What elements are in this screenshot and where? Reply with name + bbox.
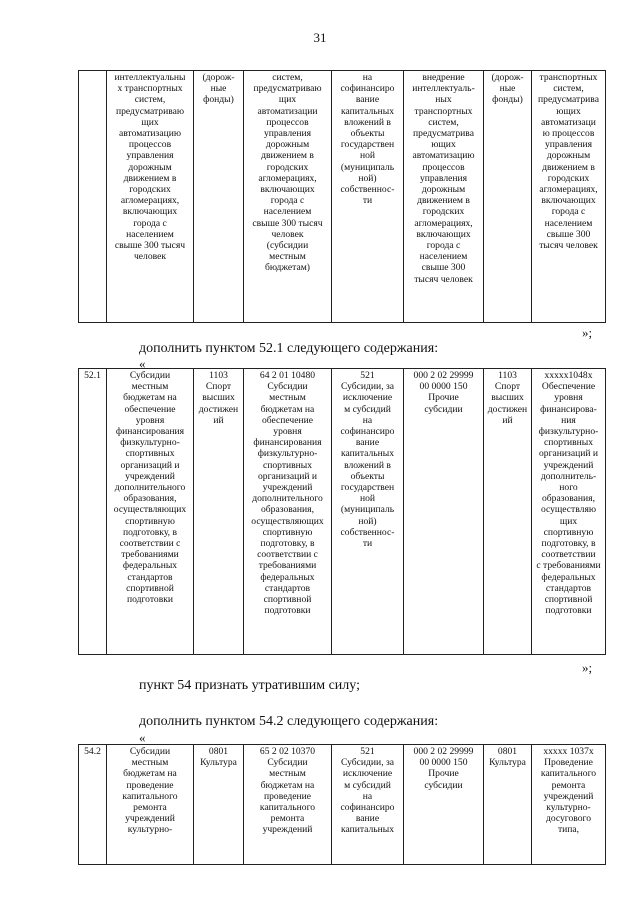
table-continuation [78,70,606,323]
paragraph-repeal-54: пункт 54 признать утратившим силу; [139,678,360,693]
cell-section-2: 1103 Спорт высших достижен ий [484,369,532,655]
cell-section: 0801 Культура [194,745,244,865]
cell-target-article: 65 2 02 10370 Субсидии местным бюджетам на проведение капитального ремонта учреждений [244,745,332,865]
cell-section-2: (дорож- ные фонды) [484,71,532,323]
closing-quote: »; [582,660,593,675]
paragraph-add-54-2: дополнить пунктом 54.2 следующего содержания: [139,714,439,729]
cell-target-article: 64 2 01 10480 Субсидии местным бюджетам на обеспечение уровня финансирования физкультурно- спортивных организаций и учреждений дополнительного образования, осуществляющих спортивную подготовку, в соответствии с требованиями федеральных стандартов спортивной подготовки [244,369,332,655]
cell-number: 54.2 [79,745,107,865]
cell-number: 52.1 [79,369,107,655]
cell-section: (дорож- ные фонды) [194,71,244,323]
cell-number [79,71,107,323]
opening-quote: « [139,356,146,371]
cell-purpose-code: xxxxx 1037x Проведение капитального ремонта учреждений культурно- досугового типа, [532,745,606,865]
page-number: 31 [313,30,327,45]
cell-expense-type: 521 Субсидии, за исключение м субсидий на софинансиро вание капитальных [332,745,404,865]
cell-name: Субсидии местным бюджетам на обеспечение уровня финансирования физкультурно- спортивных организаций и учреждений дополнительного образования, осуществляющих спортивную подготовку, в соответствии с требованиями федеральных стандартов спортивной подготовки [107,369,194,655]
cell-income-code: внедрение интеллектуаль- ных транспортных систем, предусматрива ющих автоматизацию процессов управления дорожным движением в городских агломерациях, включающих города с населением свыше 300 тысяч человек [404,71,484,323]
cell-income-code: 000 2 02 29999 00 0000 150 Прочие субсидии [404,745,484,865]
paragraph-add-52-1: дополнить пунктом 52.1 следующего содержания: [139,341,439,356]
cell-target-article: систем, предусматриваю щих автоматизации процессов управления дорожным движением в городских агломерациях, включающих города с населением свыше 300 тысяч человек (субсидии местным бюджетам) [244,71,332,323]
cell-purpose-code: транспортных систем, предусматрива ющих автоматизаци ю процессов управления дорожным движением в городских агломерациях, включающих города с населением свыше 300 тысяч человек [532,71,606,323]
cell-income-code: 000 2 02 29999 00 0000 150 Прочие субсидии [404,369,484,655]
table-item-52-1 [78,368,606,655]
table-row [79,369,606,655]
opening-quote: « [139,730,146,745]
cell-name: интеллектуальны х транспортных систем, предусматриваю щих автоматизацию процессов управления дорожным движением в городских агломерациях, включающих города с населением свыше 300 тысяч человек [107,71,194,323]
cell-purpose-code: xxxxx1048x Обеспечение уровня финансирова- ния физкультурно- спортивных организаций и учреждений дополнитель- ного образования, осуществляю щих спортивную подготовку, в соответствии с требованиями федеральных стандартов спортивной подготовки [532,369,606,655]
cell-section: 1103 Спорт высших достижен ий [194,369,244,655]
cell-expense-type: на софинансиро вание капитальных вложений в объекты государствен ной (муниципаль ной) собственнос- ти [332,71,404,323]
table-item-54-2 [78,744,606,865]
table-row [79,745,606,865]
closing-quote: »; [582,325,593,340]
table-row [79,71,606,323]
cell-name: Субсидии местным бюджетам на проведение капитального ремонта учреждений культурно- [107,745,194,865]
cell-expense-type: 521 Субсидии, за исключение м субсидий на софинансиро вание капитальных вложений в объекты государствен ной (муниципаль ной) собственнос- ти [332,369,404,655]
cell-section-2: 0801 Культура [484,745,532,865]
